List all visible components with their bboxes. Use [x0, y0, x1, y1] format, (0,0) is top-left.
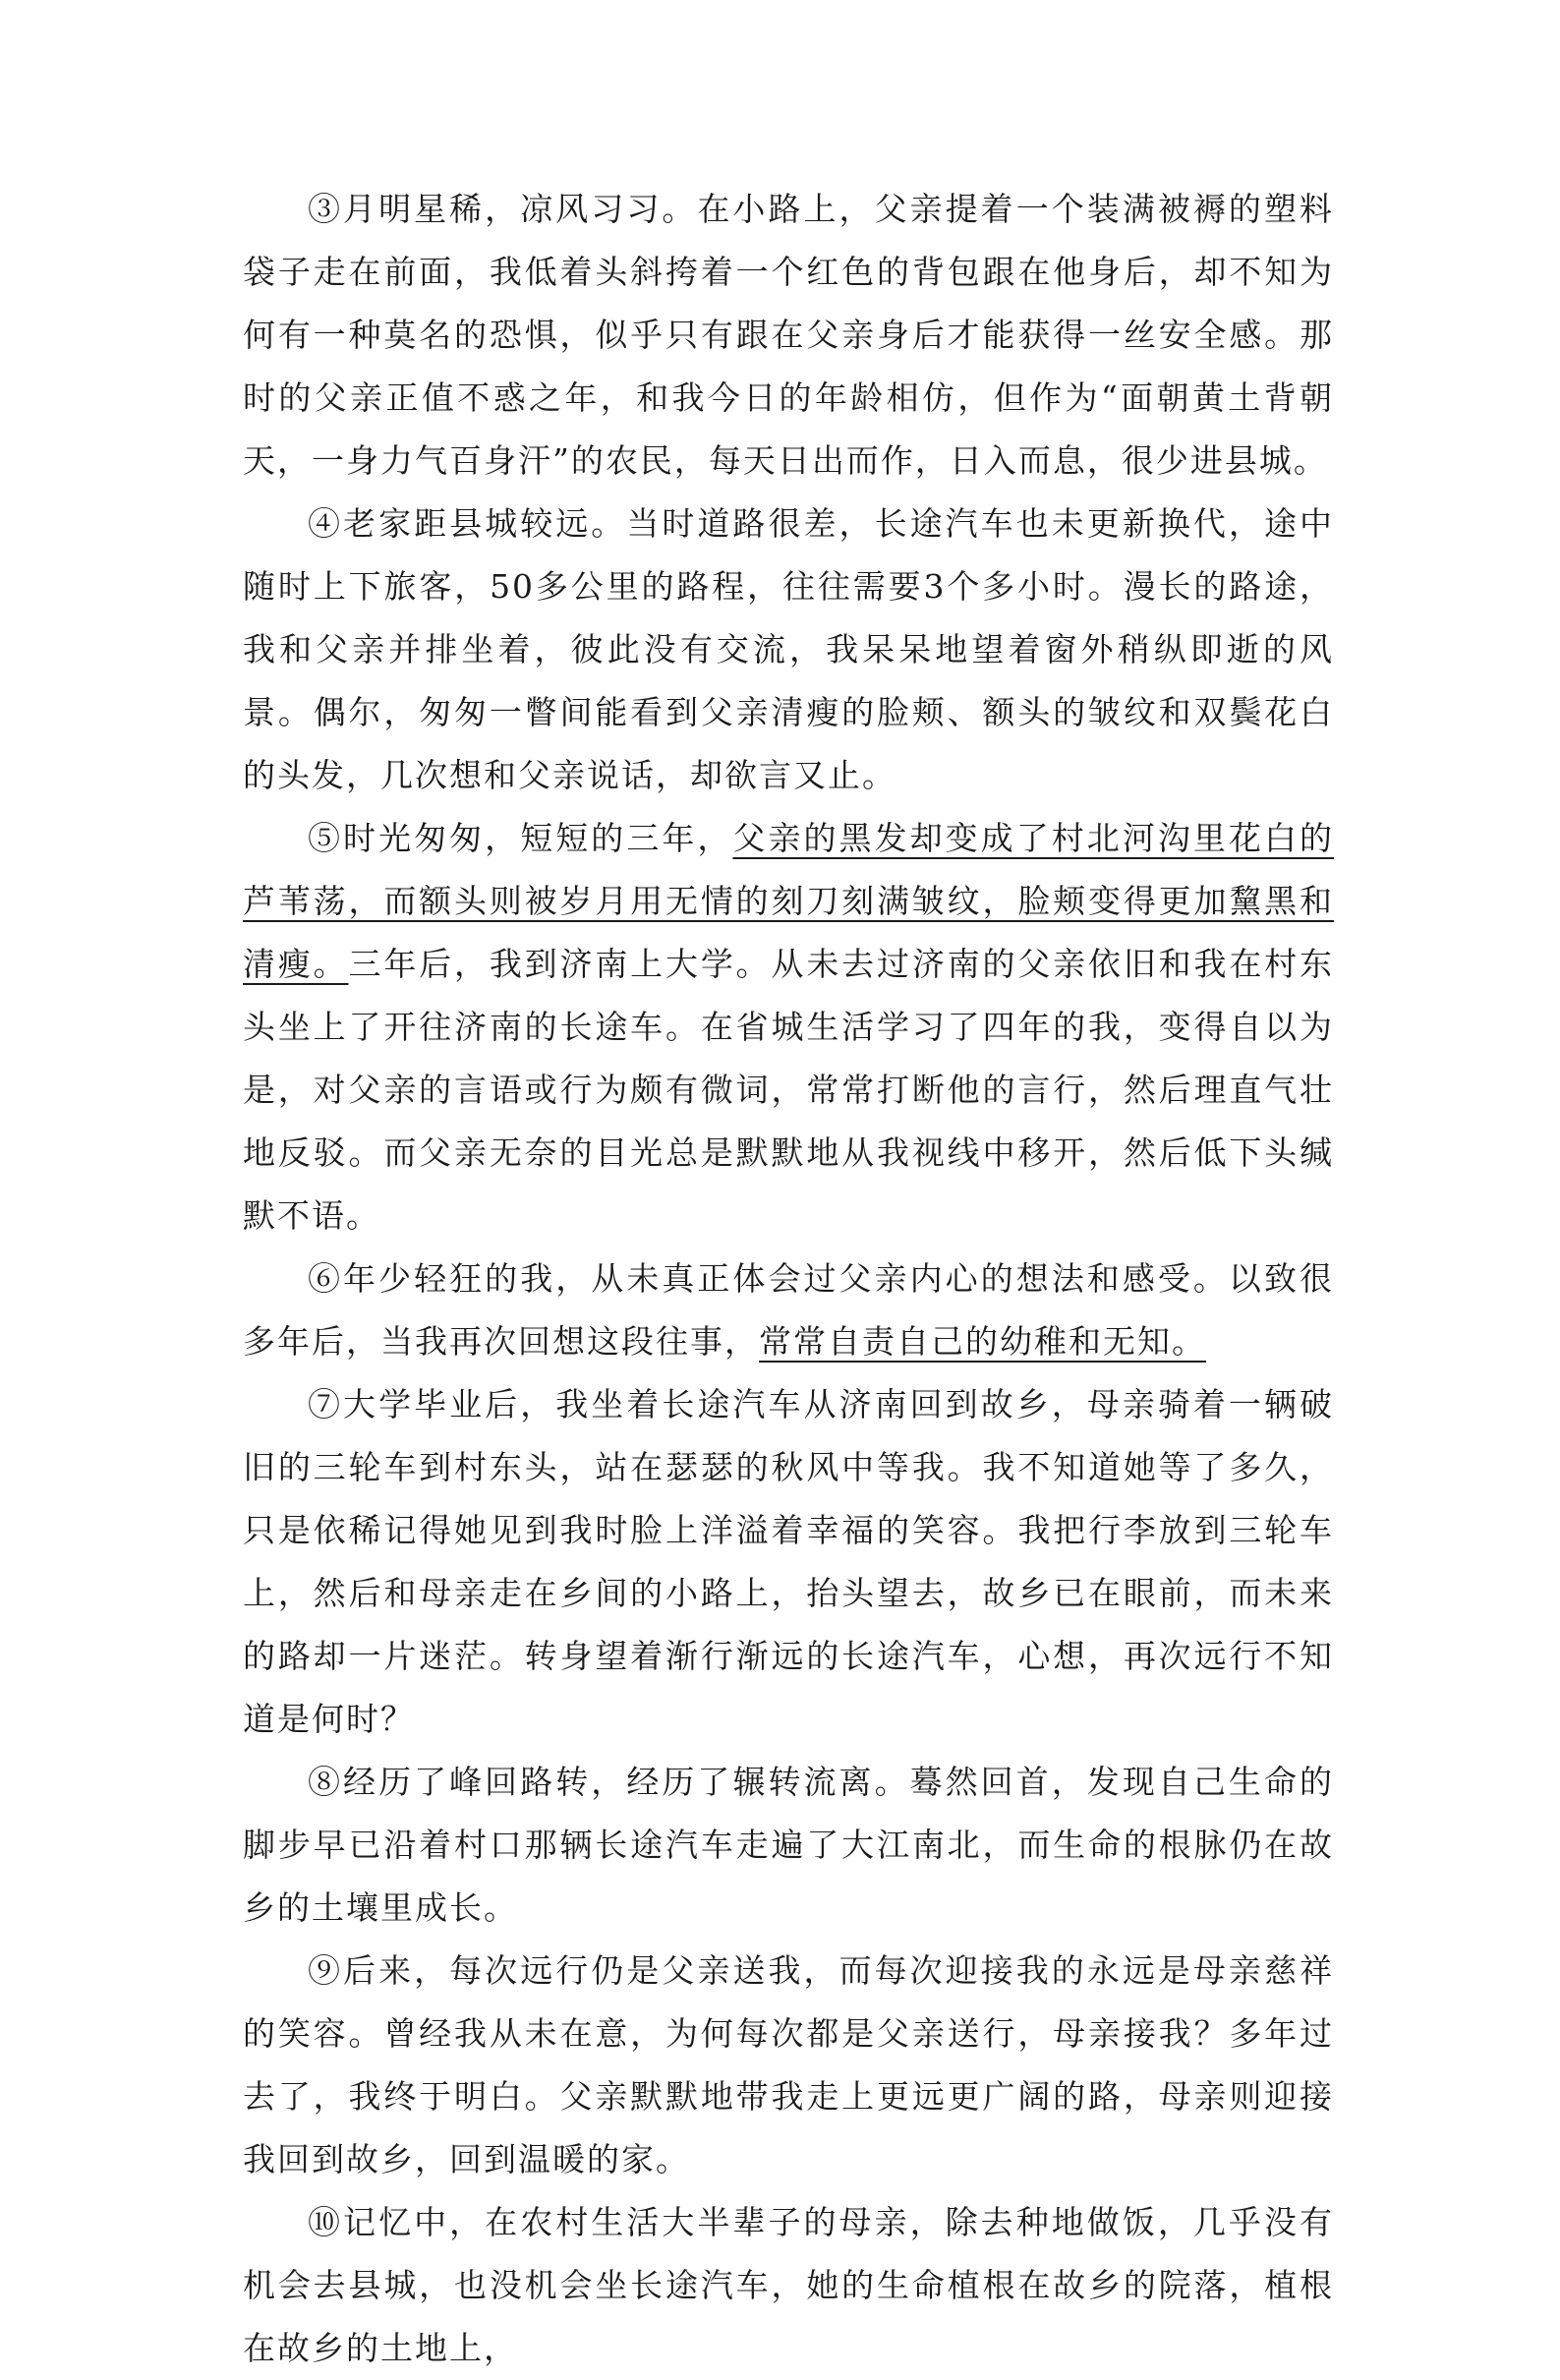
paragraph-5-text-end: 三年后，我到济南上大学。从未去过济南的父亲依旧和我在村东头坐上了开往济南的长途车。在省城生活学习了四年的我，变得自以为是，对父亲的言语或行为颇有微词，常常打断他的言行，然后理直气壮地反驳。而父亲无奈的目光总是默默地从我视线中移开，然后低下头缄默不语。 — [243, 945, 1334, 1235]
paragraph-9 — [243, 1940, 1334, 2191]
paragraph-3-text: ③月明星稀，凉风习习。在小路上，父亲提着一个装满被褥的塑料袋子走在前面，我低着头斜挎着一个红色的背包跟在他身后，却不知为何有一种莫名的恐惧，似乎只有跟在父亲身后才能获得一丝安全感。那时的父亲正值不惑之年，和我今日的年龄相仿，但作为“面朝黄土背朝天，一身力气百身汗”的农民，每天日出而作，日入而息，很少进县城。 — [243, 190, 1334, 480]
paragraph-7 — [243, 1373, 1334, 1751]
paragraph-5 — [243, 807, 1334, 1248]
paragraph-6-text-start: ⑥年少轻狂的我，从未真正体会过父亲内心的想法和感受。以致很多年后，当我再次回想这段往事， — [243, 1259, 1334, 1361]
paragraph-6-underlined-sentence: 常常自责自己的幼稚和无知。 — [759, 1322, 1206, 1361]
paragraph-5-underlined-sentence: 父亲的黑发却变成了村北河沟里花白的芦苇荡，而额头则被岁月用无情的刻刀刻满皱纹，脸颊变得更加黧黑和清瘦。 — [243, 819, 1335, 983]
paragraph-6 — [243, 1248, 1334, 1373]
paragraph-3 — [243, 178, 1334, 493]
paragraph-10-text: ⑩记忆中，在农村生活大半辈子的母亲，除去种地做饭，几乎没有机会去县城，也没机会坐长途汽车，她的生命植根在故乡的院落，植根在故乡的土地上， — [243, 2203, 1334, 2367]
article-body — [243, 178, 1334, 2380]
paragraph-4-text: ④老家距县城较远。当时道路很差，长途汽车也未更新换代，途中随时上下旅客，50多公里的路程，往往需要3个多小时。漫长的路途，我和父亲并排坐着，彼此没有交流，我呆呆地望着窗外稍纵即逝的风景。偶尔，匆匆一瞥间能看到父亲清瘦的脸颊、额头的皱纹和双鬓花白的头发，几次想和父亲说话，却欲言又止。 — [243, 504, 1334, 794]
paragraph-5-text-start: ⑤时光匆匆，短短的三年， — [308, 819, 733, 857]
paragraph-8 — [243, 1751, 1334, 1940]
paragraph-10 — [243, 2191, 1334, 2380]
paragraph-8-text: ⑧经历了峰回路转，经历了辗转流离。蓦然回首，发现自己生命的脚步早已沿着村口那辆长途汽车走遍了大江南北，而生命的根脉仍在故乡的土壤里成长。 — [243, 1763, 1334, 1927]
paragraph-9-text: ⑨后来，每次远行仍是父亲送我，而每次迎接我的永远是母亲慈祥的笑容。曾经我从未在意，为何每次都是父亲送行，母亲接我？多年过去了，我终于明白。父亲默默地带我走上更远更广阔的路，母亲则迎接我回到故乡，回到温暖的家。 — [243, 1951, 1334, 2178]
paragraph-7-text: ⑦大学毕业后，我坐着长途汽车从济南回到故乡，母亲骑着一辆破旧的三轮车到村东头，站在瑟瑟的秋风中等我。我不知道她等了多久，只是依稀记得她见到我时脸上洋溢着幸福的笑容。我把行李放到三轮车上，然后和母亲走在乡间的小路上，抬头望去，故乡已在眼前，而未来的路却一片迷茫。转身望着渐行渐远的长途汽车，心想，再次远行不知道是何时？ — [243, 1385, 1334, 1738]
paragraph-4 — [243, 493, 1334, 807]
